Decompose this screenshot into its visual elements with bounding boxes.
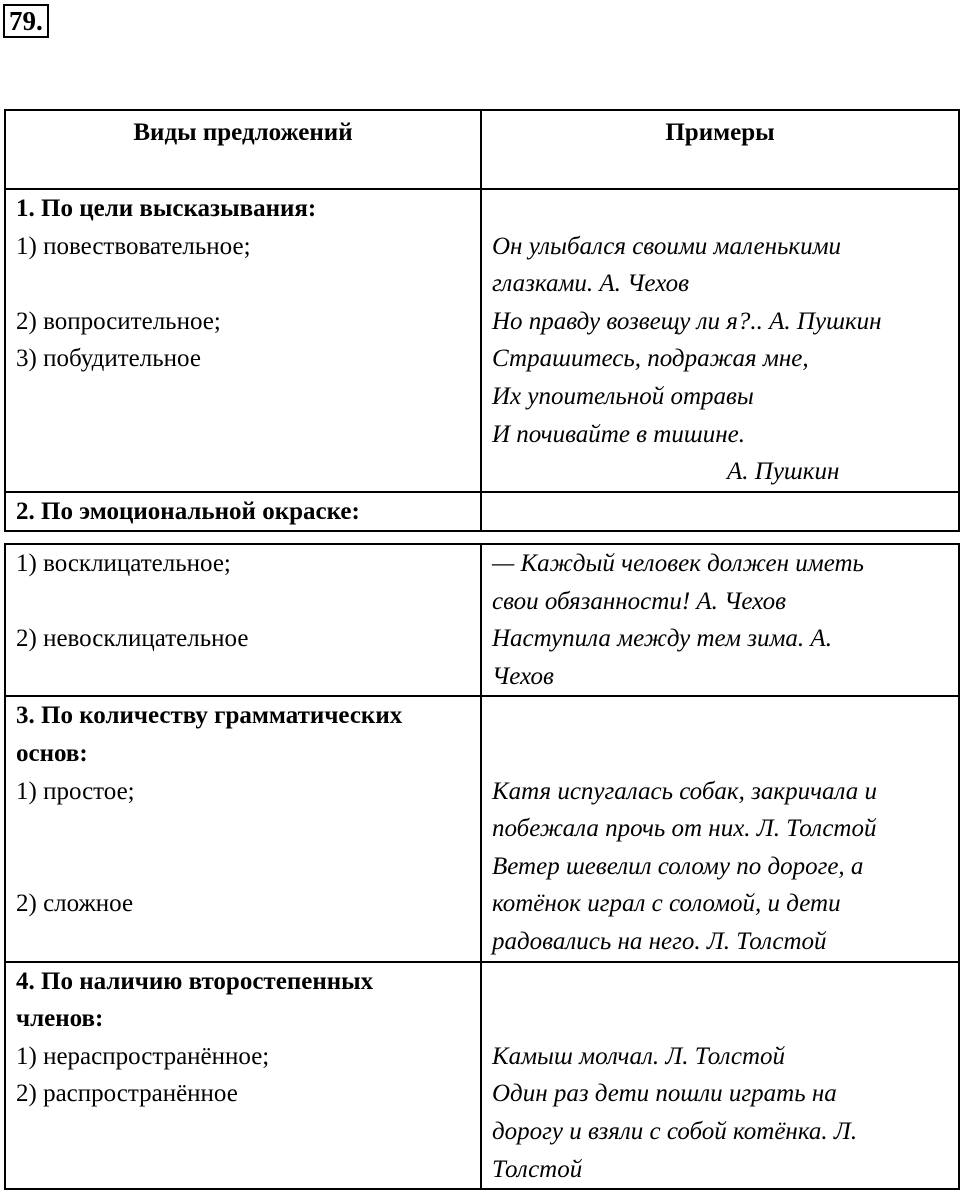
type-item: 1) простое;	[16, 777, 135, 805]
example-line: котёнок играл с соломой, и дети	[492, 890, 841, 918]
types-cell	[5, 962, 481, 1190]
examples-cell	[481, 962, 959, 1190]
types-cell	[5, 696, 481, 961]
example-line: дорогу и взяли с собой котёнка. Л.	[492, 1117, 858, 1145]
exercise-number: 79.	[3, 4, 49, 38]
section-title: 1. По цели высказывания:	[16, 195, 317, 222]
sentence-types-table-part-2	[4, 543, 960, 1190]
examples-cell	[481, 492, 959, 532]
type-item: 1) восклицательное;	[16, 550, 231, 577]
type-item: 2) невосклицательное	[16, 625, 249, 653]
type-item: 2) сложное	[16, 890, 134, 918]
header-types: Виды предложений	[5, 110, 481, 189]
examples-cell	[481, 544, 959, 696]
examples-cell	[481, 696, 959, 961]
type-item: 3) побудительное	[16, 345, 201, 373]
table-row	[5, 962, 959, 1190]
section-title: 2. По эмоциональной окраске:	[16, 497, 360, 525]
example-line: побежала прочь от них. Л. Толстой	[492, 815, 877, 843]
example-line: свои обязанности! А. Чехов	[492, 587, 786, 615]
section-title: членов:	[16, 1005, 104, 1033]
example-line: Но правду возвещу ли я?.. А. Пушкин	[492, 307, 882, 335]
example-line: Страшитесь, подражая мне,	[492, 345, 809, 373]
example-line: Наступила между тем зима. А.	[492, 625, 832, 653]
example-line: — Каждый человек должен иметь	[492, 550, 864, 577]
section-title: 4. По наличию второстепенных	[16, 967, 374, 995]
table-header-row	[5, 110, 959, 189]
example-line: Их упоительной отравы	[492, 382, 754, 410]
example-line: Один раз дети пошли играть на	[492, 1080, 837, 1108]
example-author: А. Пушкин	[727, 458, 840, 486]
example-line: Катя испугалась собак, закричала и	[492, 777, 877, 805]
type-item: 1) повествовательное;	[16, 232, 251, 260]
table-row	[5, 696, 959, 961]
example-line: Толстой	[492, 1155, 583, 1183]
example-line: Чехов	[492, 662, 554, 690]
example-line: глазками. А. Чехов	[492, 270, 689, 298]
examples-cell	[481, 189, 959, 492]
sentence-types-table-part-1	[4, 109, 960, 532]
section-title: 3. По количеству грамматических	[16, 702, 403, 730]
example-line: радовались на него. Л. Толстой	[492, 927, 827, 955]
section-title: основ:	[16, 739, 88, 767]
example-line: Камыш молчал. Л. Толстой	[492, 1042, 786, 1070]
types-cell	[5, 492, 481, 532]
table-row	[5, 492, 959, 532]
types-cell	[5, 544, 481, 696]
example-line: И почивайте в тишине.	[492, 420, 745, 448]
types-cell	[5, 189, 481, 492]
type-item: 2) распространённое	[16, 1080, 238, 1108]
table-row	[5, 544, 959, 696]
header-examples: Примеры	[481, 110, 959, 189]
type-item: 1) нераспространённое;	[16, 1042, 270, 1070]
table-row	[5, 189, 959, 492]
example-line: Ветер шевелил солому по дороге, а	[492, 852, 864, 880]
type-item: 2) вопросительное;	[16, 307, 221, 335]
example-line: Он улыбался своими маленькими	[492, 232, 842, 260]
